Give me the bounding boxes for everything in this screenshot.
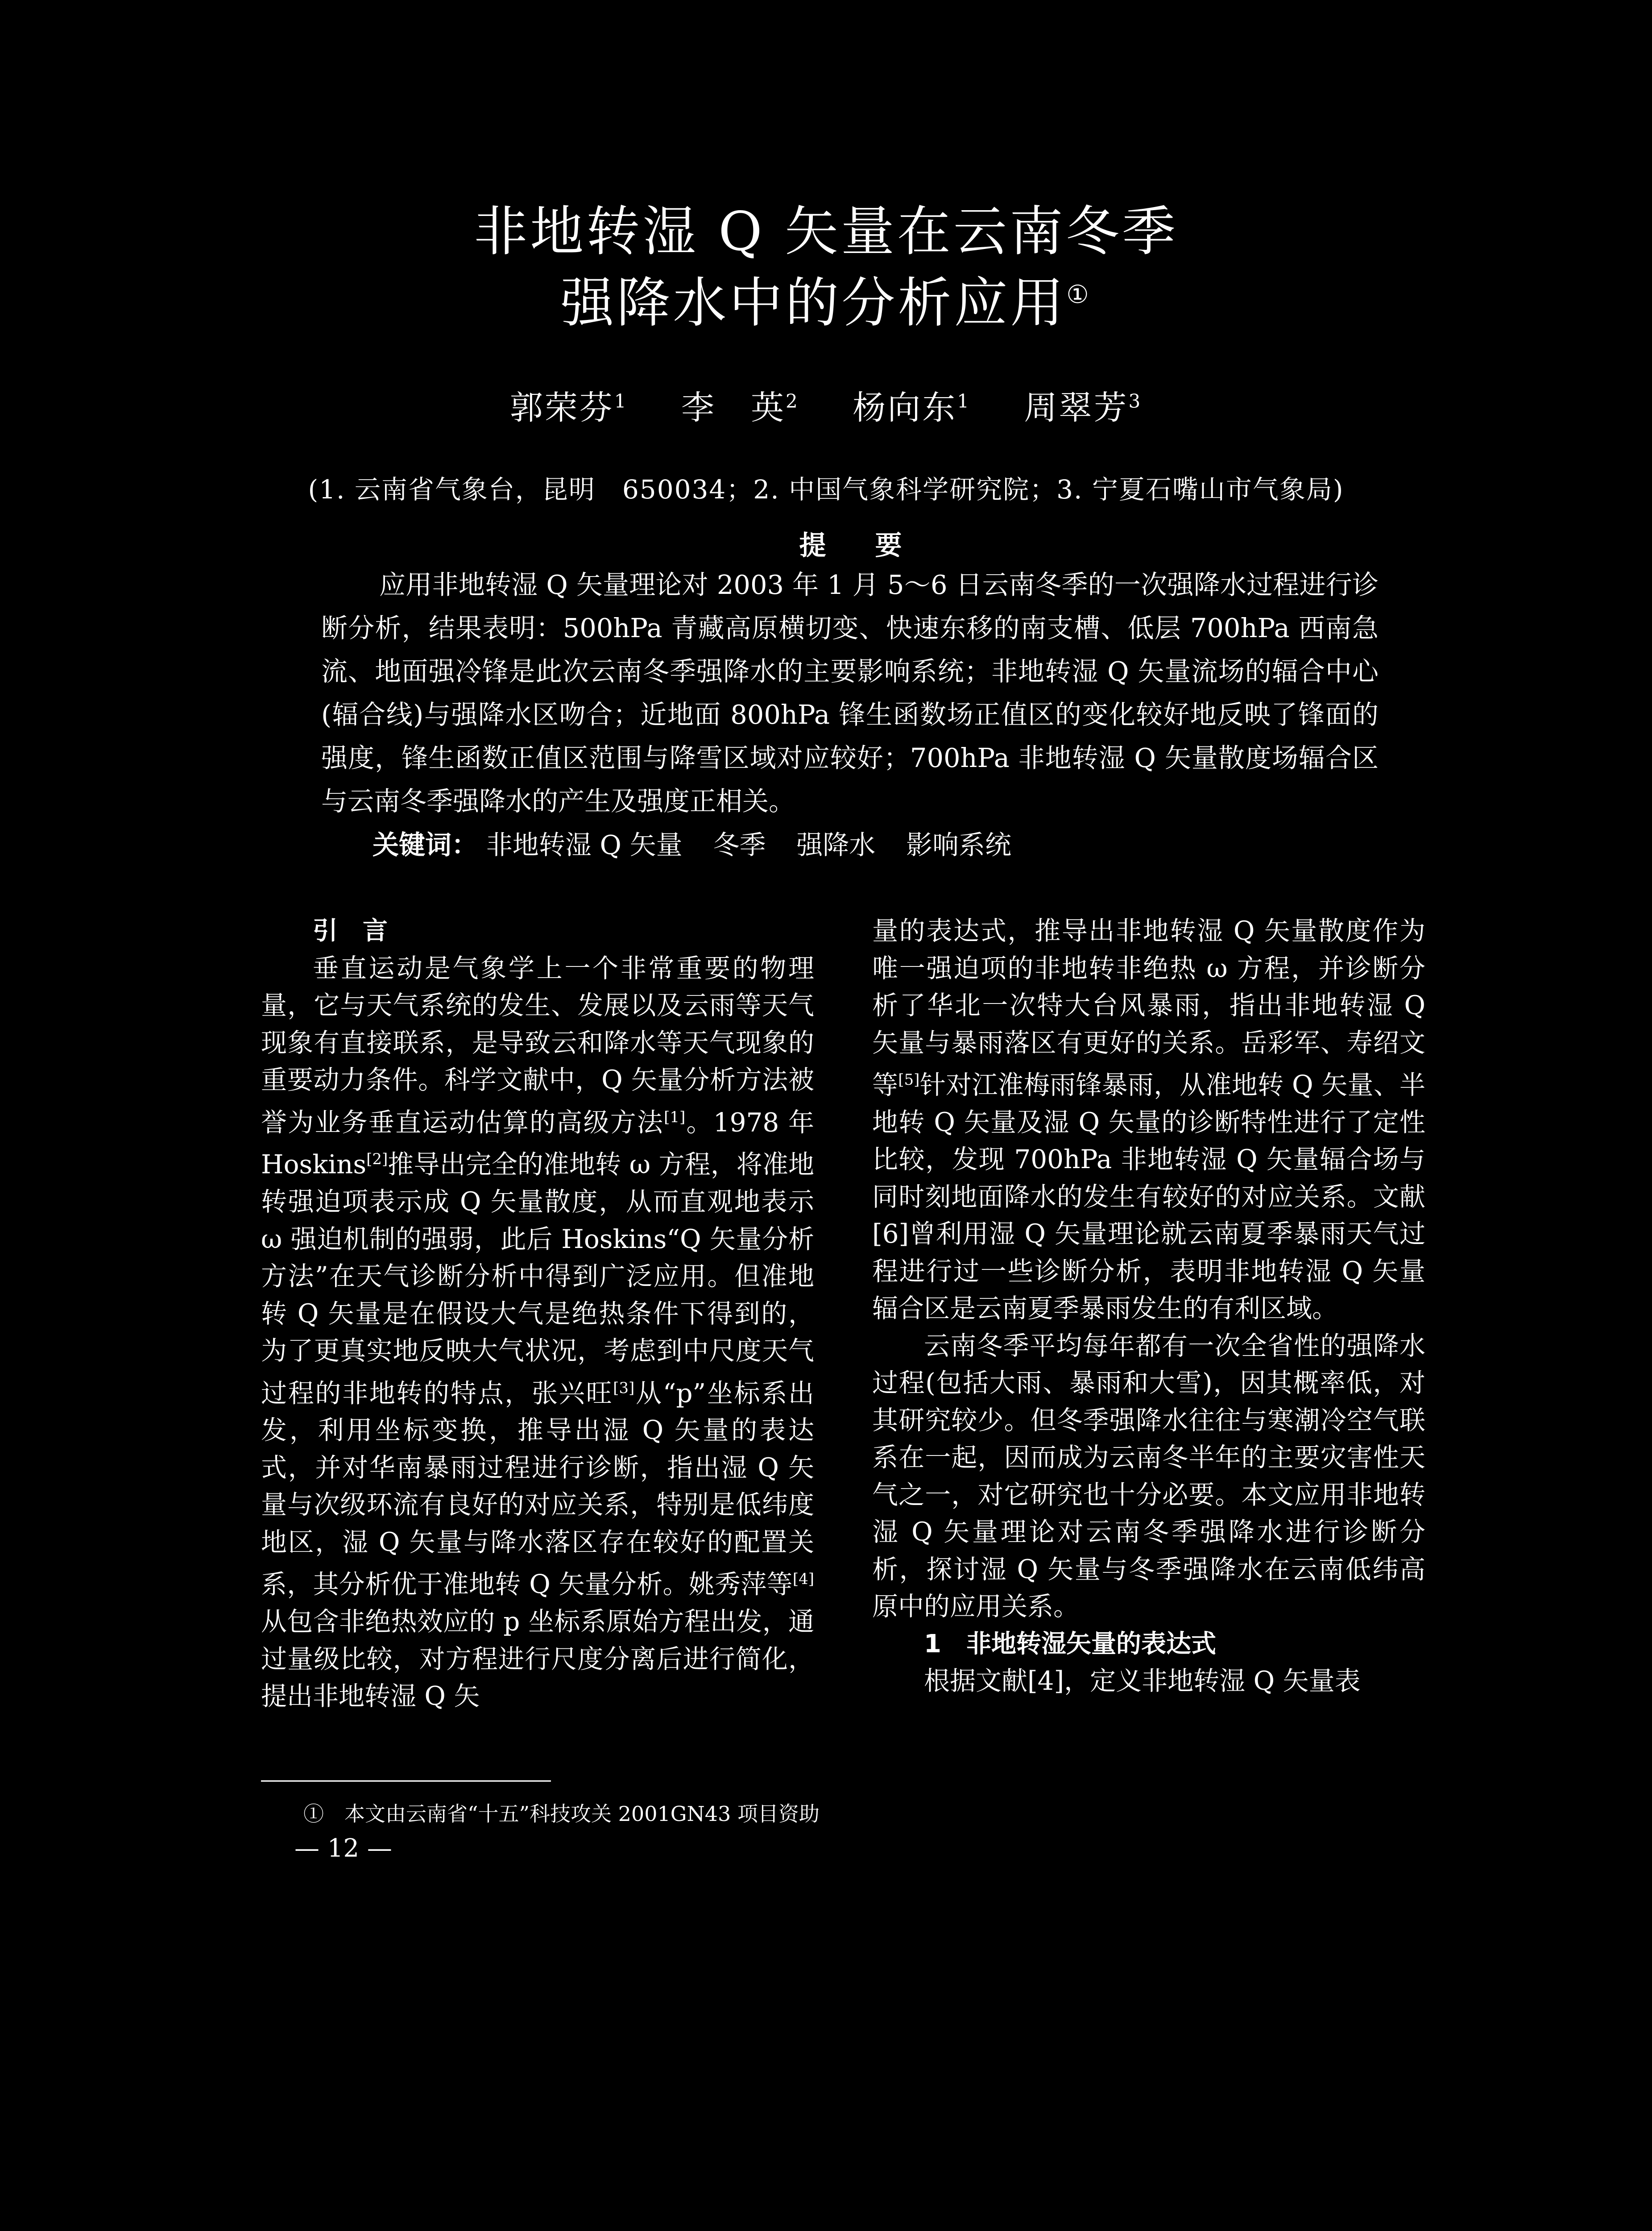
citation: [2] (366, 1150, 388, 1169)
author-4 (1024, 382, 1143, 429)
citation: [3] (613, 1379, 635, 1397)
footnote: ① 本文由云南省“十五”科技攻关 2001GN43 项目资助 (303, 1802, 820, 1826)
title-line-2-text: 强降水中的分析应用 (560, 272, 1067, 334)
author-name: 周翠芳 (1024, 389, 1129, 427)
text-run: 针对江淮梅雨锋暴雨，从准地转 Q 矢量、半地转 Q 矢量及湿 Q 矢量的诊断特性进行了定性比较，发现 700hPa 非地转湿 Q 矢量辐合场与同时刻地面降水的发生有较好的对应关系。文献[6]曾利用湿 Q 矢量理论就云南夏季暴雨天气过程进行过一些诊断分析，表明非地转湿 Q 矢量辐合区是云南夏季暴雨发生的有利区域。 (872, 1070, 1425, 1324)
author-name: 李 英 (681, 389, 786, 427)
footnote-divider (261, 1780, 551, 1782)
keyword: 非地转湿 Q 矢量 (486, 829, 683, 860)
text-run: 。1978 年 Hoskins (261, 1107, 814, 1180)
author-3 (853, 382, 971, 429)
author-1 (510, 382, 628, 429)
author-list (0, 382, 1652, 429)
body-paragraph: 根据文献[4]，定义非地转湿 Q 矢量表 (924, 1666, 1361, 1696)
text-run: 垂直运动是气象学上一个非常重要的物理量，它与天气系统的发生、发展以及云雨等天气现象有直接联系，是导致云和降水等天气现象的重要动力条件。科学文献中，Q 矢量分析方法被誉为业务垂直运动估算的高级方法 (261, 953, 814, 1137)
affiliations: (1. 云南省气象台，昆明 650034；2. 中国气象科学研究院；3. 宁夏石嘴山市气象局) (308, 474, 1344, 505)
text-run: 从包含非绝热效应的 p 坐标系原始方程出发，通过量级比较，对方程进行尺度分离后进行简化，提出非地转湿 Q 矢 (261, 1606, 814, 1712)
citation: [4] (792, 1570, 814, 1588)
author-aff: 1 (957, 390, 971, 412)
title-note-mark: ① (1066, 280, 1092, 309)
body-paragraph: 云南冬季平均每年都有一次全省性的强降水过程(包括大雨、暴雨和大雪)，因其概率低，对其研究较少。但冬季强降水往往与寒潮冷空气联系在一起，因而成为云南冬半年的主要灾害性天气之一，对它研究也十分必要。本文应用非地转湿 Q 矢量理论对云南冬季强降水进行诊断分析，探讨湿 Q 矢量与冬季强降水在云南低纬高原中的应用关系。 (872, 1330, 1425, 1622)
keyword: 强降水 (796, 829, 876, 860)
keyword: 冬季 (713, 829, 766, 860)
author-2 (681, 382, 799, 429)
keywords (373, 823, 1399, 867)
author-name: 杨向东 (853, 389, 957, 427)
right-column (872, 912, 1425, 1700)
keyword: 影响系统 (906, 829, 1012, 860)
keywords-label: 关键词： (373, 829, 478, 860)
title-line-2 (0, 272, 1652, 334)
author-name: 郭荣芬 (509, 389, 614, 427)
section-heading-1: 1 非地转湿矢量的表达式 (924, 1629, 1216, 1659)
body-paragraph (261, 950, 814, 1715)
title-line-1: 非地转湿 Q 矢量在云南冬季 (474, 201, 1178, 263)
text-run: 推导出完全的准地转 ω 方程，将准地转强迫项表示成 Q 矢量散度，从而直观地表示 ω 强迫机制的强弱，此后 Hoskins“Q 矢量分析方法”在天气诊断分析中得到广泛应用。但准地转 Q 矢量是在假设大气是绝热条件下得到的，为了更真实地反映大气状况，考虑到中尺度天气过程的非地转的特点，张兴旺 (261, 1149, 814, 1408)
author-aff: 1 (614, 390, 628, 412)
citation: [5] (898, 1071, 920, 1089)
left-column (261, 912, 814, 1715)
text-run: 从“p”坐标系出发，利用坐标变换，推导出湿 Q 矢量的表达式，并对华南暴雨过程进行诊断，指出湿 Q 矢量与次级环流有良好的对应关系，特别是低纬度地区，湿 Q 矢量与降水落区存在较好的配置关系，其分析优于准地转 Q 矢量分析。姚秀萍等 (261, 1377, 814, 1600)
abstract-text: 应用非地转湿 Q 矢量理论对 2003 年 1 月 5～6 日云南冬季的一次强降水过程进行诊断分析，结果表明：500hPa 青藏高原横切变、快速东移的南支槽、低层 700hPa 西南急流、地面强冷锋是此次云南冬季强降水的主要影响系统；非地转湿 Q 矢量流场的辐合中心(辐合线)与强降水区吻合；近地面 800hPa 锋生函数场正值区的变化较好地反映了锋面的强度，锋生函数正值区范围与降雪区域对应较好；700hPa 非地转湿 Q 矢量散度场辐合区与云南冬季强降水的产生及强度正相关。 (321, 569, 1379, 817)
author-aff: 3 (1128, 390, 1143, 412)
abstract-heading: 提要 (799, 530, 951, 561)
section-heading-intro: 引 言 (313, 916, 388, 945)
text-run: 量的表达式，推导出非地转湿 Q 矢量散度作为唯一强迫项的非地转非绝热 ω 方程，并诊断分析了华北一次特大台风暴雨，指出非地转湿 Q 矢量与暴雨落区有更好的关系。岳彩军、寿绍文等 (872, 916, 1425, 1100)
page-number: — 12 — (294, 1834, 392, 1863)
body-paragraph (872, 912, 1425, 1327)
author-aff: 2 (786, 390, 799, 412)
citation: [1] (664, 1108, 686, 1126)
